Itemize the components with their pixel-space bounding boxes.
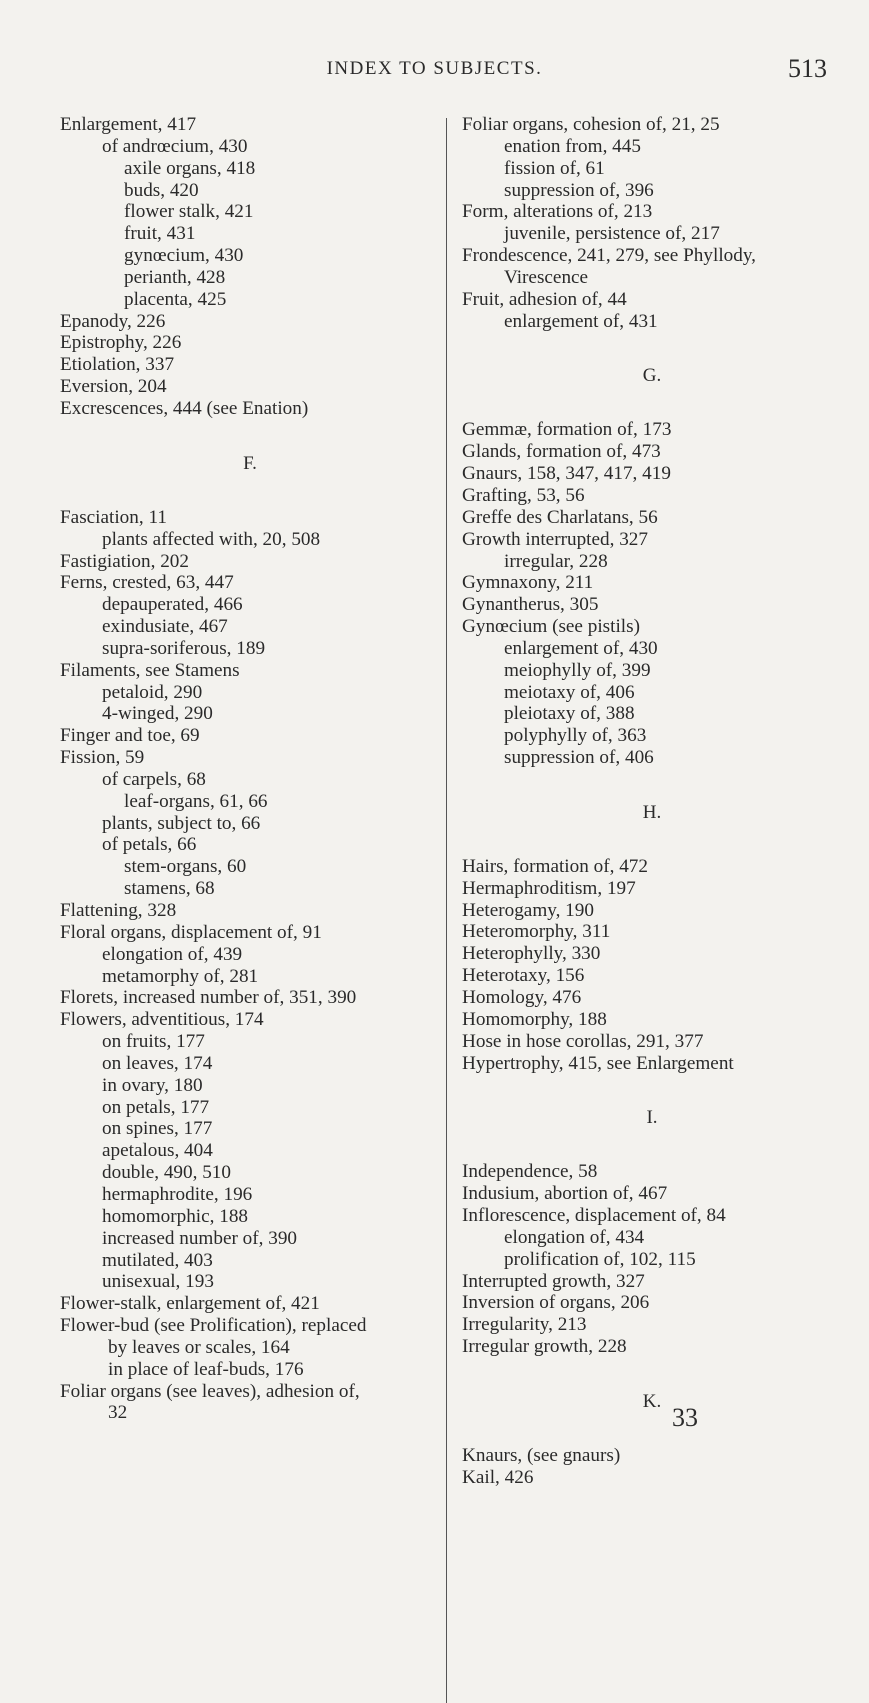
index-subentry: on petals, 177 <box>102 1096 210 1118</box>
index-subentry: mutilated, 403 <box>102 1249 213 1271</box>
index-subentry: gynœcium, 430 <box>124 245 244 267</box>
index-subentry: hermaphrodite, 196 <box>102 1183 253 1205</box>
index-entry: Independence, 58 <box>462 1161 598 1183</box>
index-subentry: axile organs, 418 <box>124 157 256 179</box>
index-entry: Inversion of organs, 206 <box>462 1292 650 1314</box>
index-entry: Finger and toe, 69 <box>60 725 200 747</box>
index-subentry: of petals, 66 <box>102 834 197 856</box>
index-subentry: enation from, 445 <box>504 135 641 157</box>
index-entry: Enlargement, 417 <box>60 114 197 135</box>
index-entry: Foliar organs, cohesion of, 21, 25 <box>462 114 720 135</box>
index-entry: Gemmæ, formation of, 173 <box>462 419 672 441</box>
index-entry: Irregular growth, 228 <box>462 1336 627 1358</box>
index-entry: Knaurs, (see gnaurs) <box>462 1444 621 1466</box>
index-entry: Growth interrupted, 327 <box>462 528 648 550</box>
index-subentry: elongation of, 434 <box>504 1226 645 1248</box>
index-subentry: elongation of, 439 <box>102 943 243 965</box>
index-subentry: 4-winged, 290 <box>102 703 213 725</box>
index-subentry: homomorphic, 188 <box>102 1205 249 1227</box>
index-subentry: meiotaxy of, 406 <box>504 681 635 703</box>
signature-mark: 33 <box>672 1403 698 1432</box>
index-entry: Epistrophy, 226 <box>60 332 182 354</box>
index-subentry: of carpels, 68 <box>102 768 206 790</box>
index-subentry: suppression of, 406 <box>504 747 654 769</box>
index-entry: Fastigiation, 202 <box>60 550 189 572</box>
index-subentry: apetalous, 404 <box>102 1140 213 1162</box>
index-subentry: enlargement of, 431 <box>504 310 658 332</box>
index-subentry: plants, subject to, 66 <box>102 812 261 834</box>
index-subentry: 32 <box>108 1402 128 1424</box>
index-entry: Heterophylly, 330 <box>462 943 601 965</box>
index-subentry: perianth, 428 <box>124 266 226 288</box>
index-entry: Greffe des Charlatans, 56 <box>462 506 658 528</box>
index-subentry: suppression of, 396 <box>504 179 654 201</box>
index-entry: Hypertrophy, 415, see Enlargement <box>462 1052 734 1074</box>
page-number: 513 <box>788 54 827 83</box>
index-subentry: enlargement of, 430 <box>504 637 658 659</box>
index-entry: Florets, increased number of, 351, 390 <box>60 987 357 1009</box>
index-subentry: leaf-organs, 61, 66 <box>124 790 268 812</box>
index-entry: Homology, 476 <box>462 987 582 1008</box>
column-divider <box>446 118 447 1703</box>
index-entry: Gymnaxony, 211 <box>462 572 594 594</box>
index-subentry: fission of, 61 <box>504 157 605 179</box>
index-subentry: polyphylly of, 363 <box>504 725 647 747</box>
index-subentry: increased number of, 390 <box>102 1227 298 1249</box>
index-subentry: meiophylly of, 399 <box>504 659 651 681</box>
index-entry: Heterogamy, 190 <box>462 899 594 921</box>
index-entry: Glands, formation of, 473 <box>462 441 661 463</box>
index-entry: Form, alterations of, 213 <box>462 201 653 223</box>
index-subentry: irregular, 228 <box>504 550 608 572</box>
index-entry: Fasciation, 11 <box>60 506 167 528</box>
index-subentry: stem-organs, 60 <box>124 856 247 878</box>
index-entry: Excrescences, 444 (see Enation) <box>60 397 309 419</box>
index-entry: Irregularity, 213 <box>462 1314 587 1336</box>
index-entry: Kail, 426 <box>462 1466 534 1488</box>
index-subentry: flower stalk, 421 <box>124 201 254 223</box>
index-entry: Fruit, adhesion of, 44 <box>462 288 627 310</box>
index-subentry: prolification of, 102, 115 <box>504 1248 696 1270</box>
index-subentry: unisexual, 193 <box>102 1271 214 1293</box>
index-subentry: placenta, 425 <box>124 288 227 310</box>
section-letter: I. <box>646 1107 658 1129</box>
index-subentry: buds, 420 <box>124 179 199 201</box>
index-subentry: exindusiate, 467 <box>102 616 228 638</box>
index-entry: Gynantherus, 305 <box>462 594 599 616</box>
index-subentry: in ovary, 180 <box>102 1074 203 1096</box>
index-column-right <box>462 114 842 1489</box>
index-entry: Etiolation, 337 <box>60 354 175 376</box>
page-header-title: INDEX TO SUBJECTS. <box>326 58 543 79</box>
index-entry: Fission, 59 <box>60 747 145 769</box>
index-entry: Epanody, 226 <box>60 310 166 332</box>
index-entry: Heterotaxy, 156 <box>462 965 585 987</box>
index-subentry: in place of leaf-buds, 176 <box>108 1358 304 1380</box>
index-entry: Gnaurs, 158, 347, 417, 419 <box>462 463 671 485</box>
index-entry: Flattening, 328 <box>60 900 177 921</box>
index-entry: Flowers, adventitious, 174 <box>60 1009 264 1031</box>
index-subentry: petaloid, 290 <box>102 681 203 703</box>
index-subentry: double, 490, 510 <box>102 1162 231 1184</box>
index-entry: Interrupted growth, 327 <box>462 1270 645 1292</box>
section-letter: K. <box>642 1390 662 1412</box>
index-entry: Flower-bud (see Prolification), replaced <box>60 1315 367 1337</box>
index-entry: Frondescence, 241, 279, see Phyllody, <box>462 245 756 267</box>
index-entry: Indusium, abortion of, 467 <box>462 1183 668 1205</box>
index-entry: Heteromorphy, 311 <box>462 921 611 943</box>
index-subentry: depauperated, 466 <box>102 594 243 616</box>
index-entry: Flower-stalk, enlargement of, 421 <box>60 1293 320 1315</box>
index-subentry: on fruits, 177 <box>102 1031 205 1053</box>
index-entry: Ferns, crested, 63, 447 <box>60 572 234 594</box>
index-entry: Hose in hose corollas, 291, 377 <box>462 1030 704 1052</box>
index-entry: Hairs, formation of, 472 <box>462 855 648 877</box>
index-subentry: plants affected with, 20, 508 <box>102 528 321 550</box>
index-subentry: on leaves, 174 <box>102 1052 213 1074</box>
index-subentry: Virescence <box>504 266 589 288</box>
index-subentry: of andrœcium, 430 <box>102 135 248 157</box>
index-column-left <box>60 114 440 1424</box>
index-subentry: metamorphy of, 281 <box>102 965 259 987</box>
index-entry: Hermaphroditism, 197 <box>462 877 636 899</box>
index-subentry: stamens, 68 <box>124 878 215 900</box>
index-entry: Floral organs, displacement of, 91 <box>60 921 322 943</box>
index-subentry: by leaves or scales, 164 <box>108 1336 290 1358</box>
index-entry: Grafting, 53, 56 <box>462 484 585 506</box>
index-entry: Filaments, see Stamens <box>60 659 240 681</box>
index-subentry: pleiotaxy of, 388 <box>504 703 635 725</box>
section-letter: H. <box>642 801 662 823</box>
index-subentry: on spines, 177 <box>102 1118 213 1140</box>
index-subentry: supra-soriferous, 189 <box>102 637 266 659</box>
index-entry: Foliar organs (see leaves), adhesion of, <box>60 1380 360 1402</box>
index-entry: Eversion, 204 <box>60 376 167 398</box>
index-subentry: fruit, 431 <box>124 223 196 245</box>
section-letter: F. <box>243 452 257 474</box>
index-entry: Gynœcium (see pistils) <box>462 616 640 638</box>
index-entry: Homomorphy, 188 <box>462 1008 607 1030</box>
index-subentry: juvenile, persistence of, 217 <box>504 223 720 245</box>
section-letter: G. <box>642 365 662 387</box>
index-entry: Inflorescence, displacement of, 84 <box>462 1205 726 1227</box>
